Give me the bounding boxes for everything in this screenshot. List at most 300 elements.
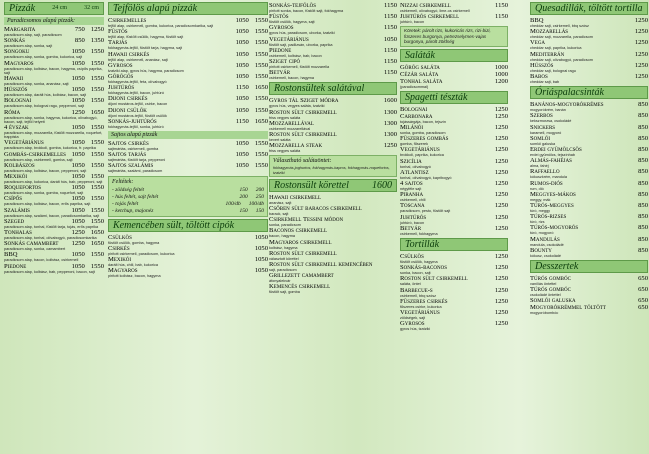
menu-item	[530, 39, 648, 50]
menu-item	[530, 101, 648, 112]
menu-item	[4, 86, 104, 97]
item-name: Somlói galuska	[530, 297, 576, 305]
item-description: tonhal, olívabogyó, kapribogyó	[400, 175, 452, 180]
item-description: barack, sajt	[269, 212, 289, 217]
menu-item	[108, 95, 268, 106]
item-name: Kemencés csirkemell	[269, 283, 331, 291]
item-price: 1050	[254, 233, 268, 241]
item-name: Bolognai	[4, 97, 32, 105]
item-prices: 1050 1550	[235, 95, 268, 103]
item-name: Csőben sült baracos csirkemell	[269, 205, 362, 213]
menu-item	[108, 73, 268, 84]
menu-item	[269, 97, 397, 108]
item-description: fokhagymás-tejföl, sonka, juhtúró	[108, 124, 164, 129]
sour-cream-header: Tejfölös alapú pizzák	[108, 2, 268, 15]
item-price: 850	[638, 157, 648, 165]
item-price: 850	[638, 190, 648, 198]
item-name: Sajtos csirkés	[108, 140, 149, 148]
grilled-side-header: Rostonsült körettel 1600	[269, 179, 397, 192]
item-name: Bounty	[530, 246, 552, 254]
menu-item	[269, 13, 397, 24]
item-price: 1150	[495, 13, 508, 21]
item-price: 850	[638, 101, 648, 109]
menu-item	[4, 139, 104, 150]
item-name: Túrós-rizses	[530, 213, 567, 221]
item-description: paradicsom alap, kukorica, darált hús, bab, pepperoni, sajt	[4, 180, 103, 185]
item-prices: 1050 1550	[235, 73, 268, 81]
item-description: kekszmorzsa, csokoládé	[530, 119, 572, 124]
item-prices: 1050 1550	[71, 184, 104, 192]
menu-item	[269, 227, 397, 238]
menu-item	[4, 26, 104, 37]
item-description: tejföl alap, csirkemell, gomba, kukorica, paradicsomkarika, sajt	[108, 24, 214, 28]
item-prices: 1050 1550	[71, 262, 104, 270]
item-description: meggy, mák	[530, 197, 551, 202]
item-name: Mogyorókrémmel töltött	[530, 304, 606, 312]
menu-item	[269, 47, 397, 58]
item-prices: 1050 1550	[235, 17, 268, 24]
item-price: 1150	[384, 13, 397, 21]
item-name: Juhtúrós	[400, 213, 427, 221]
menu-item	[108, 84, 268, 95]
item-prices: 1050 1550	[71, 195, 104, 203]
item-description: túró, mogyoró	[530, 231, 554, 236]
menu-item	[400, 135, 508, 146]
item-name: Füstös	[108, 28, 128, 36]
menu-item	[4, 48, 104, 59]
item-price: 850	[638, 224, 648, 232]
item-prices: 1050 1550	[235, 61, 268, 69]
item-description: gyros hús, vegyes saláta, tzatziki	[269, 104, 325, 109]
item-description: paradicsom, pesto, füstölt sajt	[400, 209, 451, 214]
item-prices: 1150 1650	[235, 117, 268, 125]
item-prices: 1050 1550	[71, 251, 104, 259]
item-price: 1250	[634, 50, 648, 58]
item-name: Roston sült csirkemell	[400, 275, 468, 283]
menu-item	[400, 225, 508, 236]
item-name: Snickers	[530, 123, 556, 131]
item-description: paradicsom alap, sonka, gomba, roquefort, sajt	[4, 191, 84, 196]
item-prices: 1050 1550	[235, 50, 268, 58]
item-name: Juhtúrós csirkemell	[400, 13, 460, 21]
item-description: paradicsom alap, kolbász, bab, pepperoni, bacon, sajt	[4, 269, 95, 274]
stuffed-bread-header: Kemencében sült, töltött cipók	[108, 219, 268, 232]
item-description: fűszeres csirke, kukorica	[400, 304, 442, 309]
item-price: 1150	[384, 58, 397, 66]
menu-item	[400, 146, 508, 157]
item-price: 650	[638, 297, 648, 305]
menu-item	[108, 162, 268, 173]
item-name: Nizzai csirkemell	[400, 2, 451, 9]
item-description: füstölt sajt, gomba	[269, 290, 300, 295]
menu-item	[400, 309, 508, 320]
item-name: Füstös	[269, 13, 289, 21]
menu-item	[530, 124, 648, 135]
menu-item	[269, 2, 397, 13]
item-name: Piedone	[269, 46, 292, 54]
salads-header: Saláták	[400, 49, 508, 62]
item-price: 1250	[494, 135, 508, 143]
item-description: paradicsom alap, tonhal, olívabogyó, paradicsomkarika	[4, 236, 97, 241]
menu-item	[4, 124, 104, 139]
menu-item	[4, 207, 104, 218]
item-prices: 1050 1550	[71, 150, 104, 158]
item-description: sajt, paradicsom	[269, 268, 297, 273]
item-description: tojássárgája, bacon, tejszín	[400, 119, 447, 124]
topping-row: - zöldség feltét 150 200	[112, 186, 264, 193]
item-description: paradicsom alap, kolbász, bacon, pepperoni, sajt	[4, 168, 87, 173]
item-name: Túrós-mogyorós	[530, 224, 579, 232]
item-name: Tarjás	[108, 39, 128, 47]
item-name: Juhtúrós	[108, 84, 135, 92]
menu-item	[400, 320, 508, 331]
menu-item	[108, 51, 268, 62]
item-name: Mexikói	[4, 173, 28, 181]
item-prices: 1050 1550	[235, 162, 268, 170]
item-description: kolbász, hagyma	[269, 245, 298, 250]
item-description: kevert saláta	[269, 138, 291, 143]
item-price: 1600	[383, 97, 397, 105]
item-description: sonka, gomba, paradicsom	[400, 131, 446, 136]
item-name: 4 évszak	[4, 124, 29, 132]
menu-item	[269, 283, 397, 294]
item-name: Sajtos tarjás	[108, 151, 147, 159]
item-description: csirkemell, kolbász, bab, bacon	[269, 53, 322, 58]
menu-item	[530, 202, 648, 213]
item-name: Baconos csirkemell	[269, 227, 327, 235]
topping-row: - hús feltét, sajt feltét 200 250	[112, 193, 264, 200]
item-description: cheddar sajt, mozzarella, paradicsom	[530, 35, 593, 40]
item-price: 1250	[494, 105, 508, 113]
item-price: 1250	[494, 124, 508, 132]
item-name: Túrós gombóc	[530, 275, 571, 283]
item-name: Erdei gyümölcsös	[530, 146, 582, 154]
item-name: Szerbos	[530, 112, 553, 120]
item-description: paradicsom alap, brokkoli, gomba, kukorica, fr. paprika	[4, 146, 96, 151]
menu-item	[530, 191, 648, 202]
item-price: 1250	[494, 320, 508, 328]
menu-item	[108, 245, 268, 256]
dessert-header: Desszertek	[530, 260, 648, 273]
item-description: paradicsom alap, tonhal, füstölt tarja, tojás, erős paprika	[4, 224, 99, 229]
menu-item	[108, 62, 268, 73]
item-price: 650	[638, 275, 648, 283]
item-name: Gyros tál Sziget módra	[269, 97, 339, 105]
item-name: Toscana	[400, 202, 425, 210]
menu-item	[4, 184, 104, 195]
item-name: Tonhalas	[4, 229, 32, 237]
item-description: csirkemell, bacon, hagyma	[269, 76, 314, 81]
item-description: tzatziki alap, gyros hús, hagyma, paradicsom	[108, 68, 184, 73]
item-prices: 1050 1550	[235, 106, 268, 114]
item-description: fokhagymás-tejföl, feta, olívabogyó	[108, 80, 167, 85]
menu-item	[4, 251, 104, 262]
item-description: paradicsom alap, kolbász, bacon, erős paprika, sajt	[4, 202, 91, 207]
item-name: Hawaii csirkés	[108, 50, 150, 58]
menu-item	[400, 71, 508, 78]
item-name: Gyrosos	[269, 24, 294, 32]
item-name: BBQ	[530, 17, 544, 24]
item-name: Betyár	[400, 224, 422, 232]
item-name: Songoku	[4, 48, 30, 56]
item-price: 850	[638, 213, 648, 221]
item-price: 1000	[494, 63, 508, 71]
item-description: füstölt csülök, hagyma	[400, 260, 438, 265]
item-description: pirított csirkemell, füstölt mozzarella	[269, 65, 330, 70]
item-price: 1300	[383, 108, 397, 116]
item-prices: 1050 1550	[71, 59, 104, 67]
item-prices: 1250 1650	[71, 229, 104, 237]
item-description: alma, fahéj	[530, 164, 549, 169]
menu-item	[530, 247, 648, 258]
item-description: zöldségek, sajt	[400, 316, 426, 321]
menu-item	[269, 131, 397, 142]
item-prices: 1050 1550	[71, 48, 104, 56]
item-name: Vegetáriánus	[4, 139, 44, 147]
item-name: Sonkás-juhtúrós	[108, 117, 157, 125]
item-description: mogyorókrém, banán	[530, 108, 566, 113]
menu-item	[269, 24, 397, 35]
item-name: Füszeres csirkés	[400, 297, 448, 305]
menu-item	[269, 58, 397, 69]
item-description: somlói galuska	[530, 141, 556, 146]
item-name: Csülkös	[400, 253, 424, 261]
topping-row: - tojás feltét 100/db 100/db	[112, 200, 264, 207]
menu-item	[4, 195, 104, 206]
menu-item	[530, 28, 648, 39]
tortilla-header: Tortillák	[400, 238, 508, 251]
menu-item	[4, 229, 104, 240]
item-name: Rumos-diós	[530, 179, 563, 187]
item-name: Hawaii	[4, 75, 24, 83]
sour-cream-pizza-column	[108, 0, 268, 454]
item-name: Magyaros	[4, 59, 34, 67]
item-price: 1250	[494, 157, 508, 165]
item-name: Somlói	[530, 134, 551, 142]
topping-row: - ketchup, majonéz 150 150	[112, 207, 264, 214]
item-price: 1050	[254, 244, 268, 252]
item-prices: 1050 1550	[71, 75, 104, 83]
item-description: túró, meggy	[530, 209, 551, 214]
menu-item	[269, 36, 397, 47]
item-description: karamell, mogyoró	[530, 130, 562, 135]
item-name: Bolognai	[400, 105, 428, 113]
item-description: paradicsom alap, sajt, paradicsom	[4, 33, 62, 37]
menu-item	[400, 191, 508, 202]
item-description: füstölt sajt, padlizsán, uborka, paprika	[269, 42, 333, 47]
item-price: 1250	[494, 112, 508, 120]
item-name: Sonkás-tejfölös	[269, 2, 316, 9]
item-name: Mandulás	[530, 235, 560, 243]
item-description: rum, dió	[530, 186, 544, 191]
menu-item	[530, 146, 648, 157]
item-name: Túrós-meggyes	[530, 202, 574, 210]
item-description: paradicsom alap, sonka, hagyma, kukorica, olívabogyó, bacon, sajt, tejföl helyett	[4, 115, 98, 124]
item-price: 650	[638, 286, 648, 294]
item-name: Sonkás-baconos	[400, 264, 447, 272]
item-price: 1150	[384, 24, 397, 32]
item-price: 1200	[494, 77, 508, 85]
item-price: 1250	[494, 213, 508, 221]
menu-item	[400, 78, 508, 89]
menu-item	[530, 135, 648, 146]
item-description: friss vegyes saláta	[269, 115, 301, 120]
item-name: Grillezett camambert	[269, 272, 334, 280]
item-price: 1250	[494, 191, 508, 199]
item-name: Szicília	[400, 157, 422, 165]
item-description: saláta, öntet	[400, 282, 421, 287]
item-name: Csirkemelles	[108, 17, 147, 24]
item-name: Hússzós	[4, 86, 28, 94]
item-description: négyféle sajt	[400, 187, 422, 192]
item-prices: 1050 1550	[235, 140, 268, 148]
menu-item	[530, 297, 648, 304]
item-description: erdei gyümölcs, tejszínhab	[530, 153, 575, 158]
menu-item	[108, 267, 268, 278]
item-description: áfonyalekvár	[269, 279, 291, 284]
item-description: dijoni mustáros-tejföl, csirke, bacon	[108, 102, 168, 107]
menu-item	[108, 107, 268, 118]
menu-item	[4, 60, 104, 75]
item-price: 1250	[494, 202, 508, 210]
item-description: cheddar sajt, olívabogyó, paradicsom	[530, 57, 593, 62]
menu-item	[269, 120, 397, 131]
item-name: Sziget cipó	[269, 58, 301, 66]
menu-item	[4, 173, 104, 184]
menu-item	[530, 224, 648, 235]
menu-item	[530, 213, 648, 224]
item-description: cheddar sajt, bolognai ragu	[530, 68, 576, 73]
item-price: 850	[638, 179, 648, 187]
menu-item	[400, 214, 508, 225]
item-name: Gombás-csirkemelles	[4, 150, 66, 158]
item-description: paradicsom alap, szalámi, bacon, paradicsomkarika, sajt	[4, 213, 100, 218]
item-name: Dijoni csirkés	[108, 95, 148, 103]
item-name: Róma	[4, 108, 21, 116]
item-name: Sajtos szalámis	[108, 162, 154, 170]
menu-item	[400, 202, 508, 213]
item-price: 1050	[254, 256, 268, 264]
item-description: paradicsom alap, darált hús, kolbász, bacon, sajt	[4, 93, 87, 98]
menu-item	[108, 151, 268, 162]
menu-item	[269, 205, 397, 216]
item-name: BBQ	[4, 251, 18, 259]
item-prices: 1050 1550	[71, 86, 104, 94]
menu-item	[269, 109, 397, 120]
menu-item	[108, 39, 268, 50]
item-description: gyros hús, tzatziki	[400, 327, 431, 332]
item-prices: 1050 1550	[71, 124, 104, 132]
item-description: paradicsom alap, sonka, ananász, sajt	[4, 82, 69, 87]
item-price: 1250	[634, 39, 648, 47]
item-description: pirított kolbász, bacon, hagyma	[108, 274, 161, 279]
item-name: Piedone	[4, 262, 27, 270]
item-price: 1250	[494, 253, 508, 261]
item-description: paradicsom alap, sonka, sajt	[4, 44, 53, 49]
pancake-header: Óriáspalacsinták	[530, 86, 648, 99]
toppings-box: Feltétek: - zöldség feltét 150 200 - hús feltét, sajt feltét 200 250 - tojás feltét 100/db 100/db - ketchup, majonéz 150 150	[108, 176, 268, 217]
tomato-base-subheader: Paradicsomos alapú pizzák:	[4, 17, 104, 25]
item-name: Magyaros csirkemell	[269, 238, 332, 246]
item-description: választott körettel	[269, 256, 299, 261]
item-prices: 1050 1550	[71, 173, 104, 181]
item-price: 1250	[494, 297, 508, 305]
menu-item	[530, 168, 648, 179]
menu-item	[269, 272, 397, 283]
item-description: paradicsom alap, sonka, gomba, kukorica, sajt	[4, 55, 83, 60]
item-name: Raffaello	[530, 168, 560, 176]
item-name: Barbecue-s	[400, 286, 433, 294]
item-prices: 1050 1550	[71, 161, 104, 169]
item-description: darált hús, chili, bab, kukorica	[108, 263, 159, 268]
dressing-note: Választható salátaöntet: fokhagymás-joghurtos, fokhagymás-kapros, fokhagymás-roquefortos, tzatziki	[269, 155, 397, 176]
menu-item	[400, 287, 508, 298]
item-price: 1250	[634, 17, 648, 24]
item-name: Csülkös	[108, 233, 132, 241]
item-description: sajtmártás, csirkemell, gomba	[108, 147, 159, 152]
item-prices: 850 1350	[74, 37, 104, 45]
item-description: vaníliás öntettel	[530, 282, 557, 287]
menu-item	[269, 239, 397, 250]
item-price: 1250	[634, 28, 648, 36]
item-name: Betyár	[269, 69, 291, 77]
menu-item	[530, 62, 648, 73]
item-name: Szeged	[4, 217, 25, 225]
item-description: mogyoróbombóc	[530, 311, 559, 316]
item-name: Margarita	[4, 26, 36, 33]
item-description: fokhagymás-tejföl, füstölt tarja, hagyma, sajt	[108, 46, 183, 51]
item-price: 850	[638, 235, 648, 243]
item-name: Vegetáriánus	[400, 309, 440, 317]
item-prices: 1250 1650	[71, 108, 104, 116]
menu-item	[4, 240, 104, 251]
salad-pasta-column	[400, 0, 508, 454]
item-price: 1250	[494, 146, 508, 154]
menu-item	[400, 158, 508, 169]
cheese-base-subheader: Sajtos alapú pizzák	[108, 131, 268, 139]
item-description: kókusz, csokoládé	[530, 253, 562, 258]
item-price: 850	[638, 112, 648, 120]
item-price: 1050	[254, 267, 268, 275]
menu-item	[108, 17, 268, 28]
item-description: tonhal, olívabogyó	[400, 164, 431, 169]
item-description: sajtmártás, füstölt tarja, pepperoni	[108, 158, 166, 163]
item-description: sajtmártás, szalámi, paradicsom	[108, 169, 163, 174]
item-name: Magyaros	[108, 267, 138, 275]
item-name: 4 sajtos	[400, 180, 423, 188]
menu-item	[4, 263, 104, 274]
menu-item	[269, 250, 397, 261]
item-price: 1150	[384, 46, 397, 54]
item-description: tejföl alap, füstölt csülök, hagyma, füstölt sajt	[108, 35, 184, 40]
item-description: paradicsom alap, mozzarella, füstölt mozzarella, roquefort, trappista	[4, 131, 103, 140]
item-description: pirított sonka, bacon, füstölt sajt, fokhagyma	[269, 9, 344, 13]
item-name: Vegetáriánus	[269, 35, 309, 43]
item-description: tejföl alap, csirkemell, ananász, sajt	[108, 57, 168, 62]
item-name: Mozzarella steak	[269, 142, 323, 150]
item-price: 850	[638, 134, 648, 142]
item-name: Roston sült csirkemell	[269, 249, 337, 257]
item-description: paradicsom alap, sonka, camambert	[4, 247, 66, 252]
item-price: 1250	[494, 309, 508, 317]
item-price: 850	[638, 202, 648, 210]
menu-item	[269, 194, 397, 205]
item-name: Roston sült csirkemell	[269, 108, 337, 116]
item-price: 1250	[494, 168, 508, 176]
menu-item	[269, 142, 397, 153]
item-description: csokoládé öntettel	[530, 293, 561, 298]
pizza-column	[4, 0, 104, 454]
